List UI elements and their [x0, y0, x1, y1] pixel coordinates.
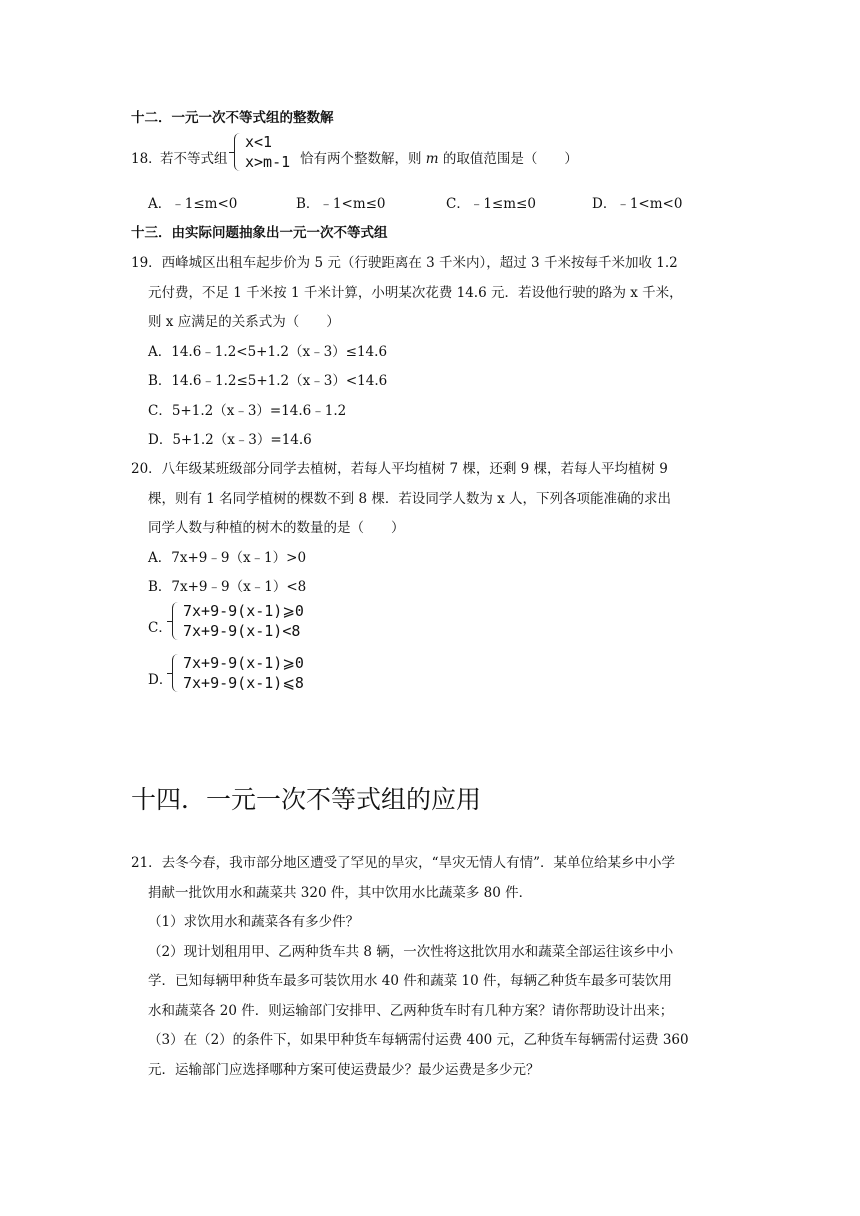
option-19-b[interactable]: B．14.6﹣1.2≤5+1.2（x﹣3）<14.6: [148, 373, 388, 389]
question-19-line-1: 19．西峰城区出租车起步价为 5 元（行驶距离在 3 千米内），超过 3 千米按每千米加收 1.2: [131, 255, 678, 271]
option-18-b[interactable]: [296, 192, 386, 212]
question-18-inequality-system: [234, 132, 290, 172]
question-21-line-1: 21．去冬今春，我市部分地区遭受了罕见的旱灾，“旱灾无情人有情”．某单位给某乡中小学: [131, 855, 675, 871]
section-heading-14: 十四．一元一次不等式组的应用: [131, 785, 482, 814]
section-heading-13: 十三．由实际问题抽象出一元一次不等式组: [131, 225, 388, 241]
system-line: 7x+9-9(x-1)<8: [183, 622, 301, 640]
option-text: ﹣1<m≤0: [319, 196, 386, 212]
option-20-d-system: [172, 653, 304, 693]
question-21-part-1: （1）求饮用水和蔬菜各有多少件？: [148, 914, 360, 930]
option-20-c-system: [172, 601, 304, 641]
question-18-post-a: 恰有两个整数解，则: [300, 151, 426, 167]
option-label: B．: [296, 196, 320, 212]
question-21-part-3-line-1: （3）在（2）的条件下，如果甲种货车每辆需付运费 400 元，乙种货车每辆需付运费 360: [148, 1032, 689, 1048]
system-line: x>m-1: [245, 153, 291, 171]
question-21-part-2-line-1: （2）现计划租用甲、乙两种货车共 8 辆，一次性将这批饮用水和蔬菜全部运往该乡中小: [148, 944, 674, 960]
option-text: ﹣1≤m<0: [171, 196, 238, 212]
question-21-part-3-line-2: 元．运输部门应选择哪种方案可使运费最少？最少运费是多少元？: [148, 1062, 540, 1078]
brace-icon: [234, 133, 242, 171]
brace-icon: [172, 654, 180, 692]
system-line: 7x+9-9(x-1)⩽8: [183, 674, 304, 692]
question-18-post-b: 的取值范围是（ ）: [438, 151, 578, 167]
option-text: ﹣1<m<0: [616, 196, 683, 212]
question-19-line-2: 元付费，不足 1 千米按 1 千米计算，小明某次花费 14.6 元．若设他行驶的路为 x 千米，: [148, 285, 683, 301]
question-21-part-2-line-2: 学．已知每辆甲种货车最多可装饮用水 40 件和蔬菜 10 件，每辆乙种货车最多可装饮用: [148, 973, 673, 989]
system-line: x<1: [245, 133, 273, 151]
option-19-c[interactable]: C．5+1.2（x﹣3）=14.6﹣1.2: [148, 403, 347, 419]
option-20-b[interactable]: B．7x+9﹣9（x﹣1）<8: [148, 579, 307, 595]
question-20-line-3: 同学人数与种植的树木的数量的是（ ）: [148, 520, 405, 536]
option-20-d-label[interactable]: D．: [148, 672, 173, 688]
system-line: 7x+9-9(x-1)⩾0: [183, 602, 304, 620]
section-heading-12: 十二．一元一次不等式组的整数解: [131, 110, 334, 126]
option-19-a[interactable]: A．14.6﹣1.2<5+1.2（x﹣3）≤14.6: [148, 344, 388, 360]
question-18-number: 18．: [131, 151, 162, 167]
system-line: 7x+9-9(x-1)⩾0: [183, 654, 304, 672]
brace-icon: [172, 602, 180, 640]
option-18-a[interactable]: [148, 192, 237, 212]
option-18-c[interactable]: [446, 192, 536, 212]
option-label: D．: [592, 196, 617, 212]
question-20-line-2: 棵，则有 1 名同学植树的棵数不到 8 棵．若设同学人数为 x 人，下列各项能准确的求出: [148, 491, 672, 507]
question-19-line-3: 则 x 应满足的关系式为（ ）: [148, 314, 340, 330]
option-label: A．: [148, 196, 172, 212]
option-text: ﹣1≤m≤0: [469, 196, 536, 212]
question-18-pre: 若不等式组: [160, 151, 228, 167]
option-20-a[interactable]: A．7x+9﹣9（x﹣1）>0: [148, 550, 307, 566]
option-19-d[interactable]: D．5+1.2（x﹣3）=14.6: [148, 432, 312, 448]
question-20-line-1: 20．八年级某班级部分同学去植树，若每人平均植树 7 棵，还剩 9 棵，若每人平均植树 9: [131, 461, 668, 477]
option-20-c-label[interactable]: C．: [148, 620, 172, 636]
option-18-d[interactable]: [592, 192, 682, 212]
question-21-part-2-line-3: 水和蔬菜各 20 件．则运输部门安排甲、乙两种货车时有几种方案？请你帮助设计出来；: [148, 1003, 674, 1019]
option-label: C．: [446, 196, 470, 212]
question-21-line-2: 捐献一批饮用水和蔬菜共 320 件，其中饮用水比蔬菜多 80 件．: [148, 885, 533, 901]
question-18-post: [300, 147, 578, 167]
variable-m: m: [425, 151, 439, 167]
